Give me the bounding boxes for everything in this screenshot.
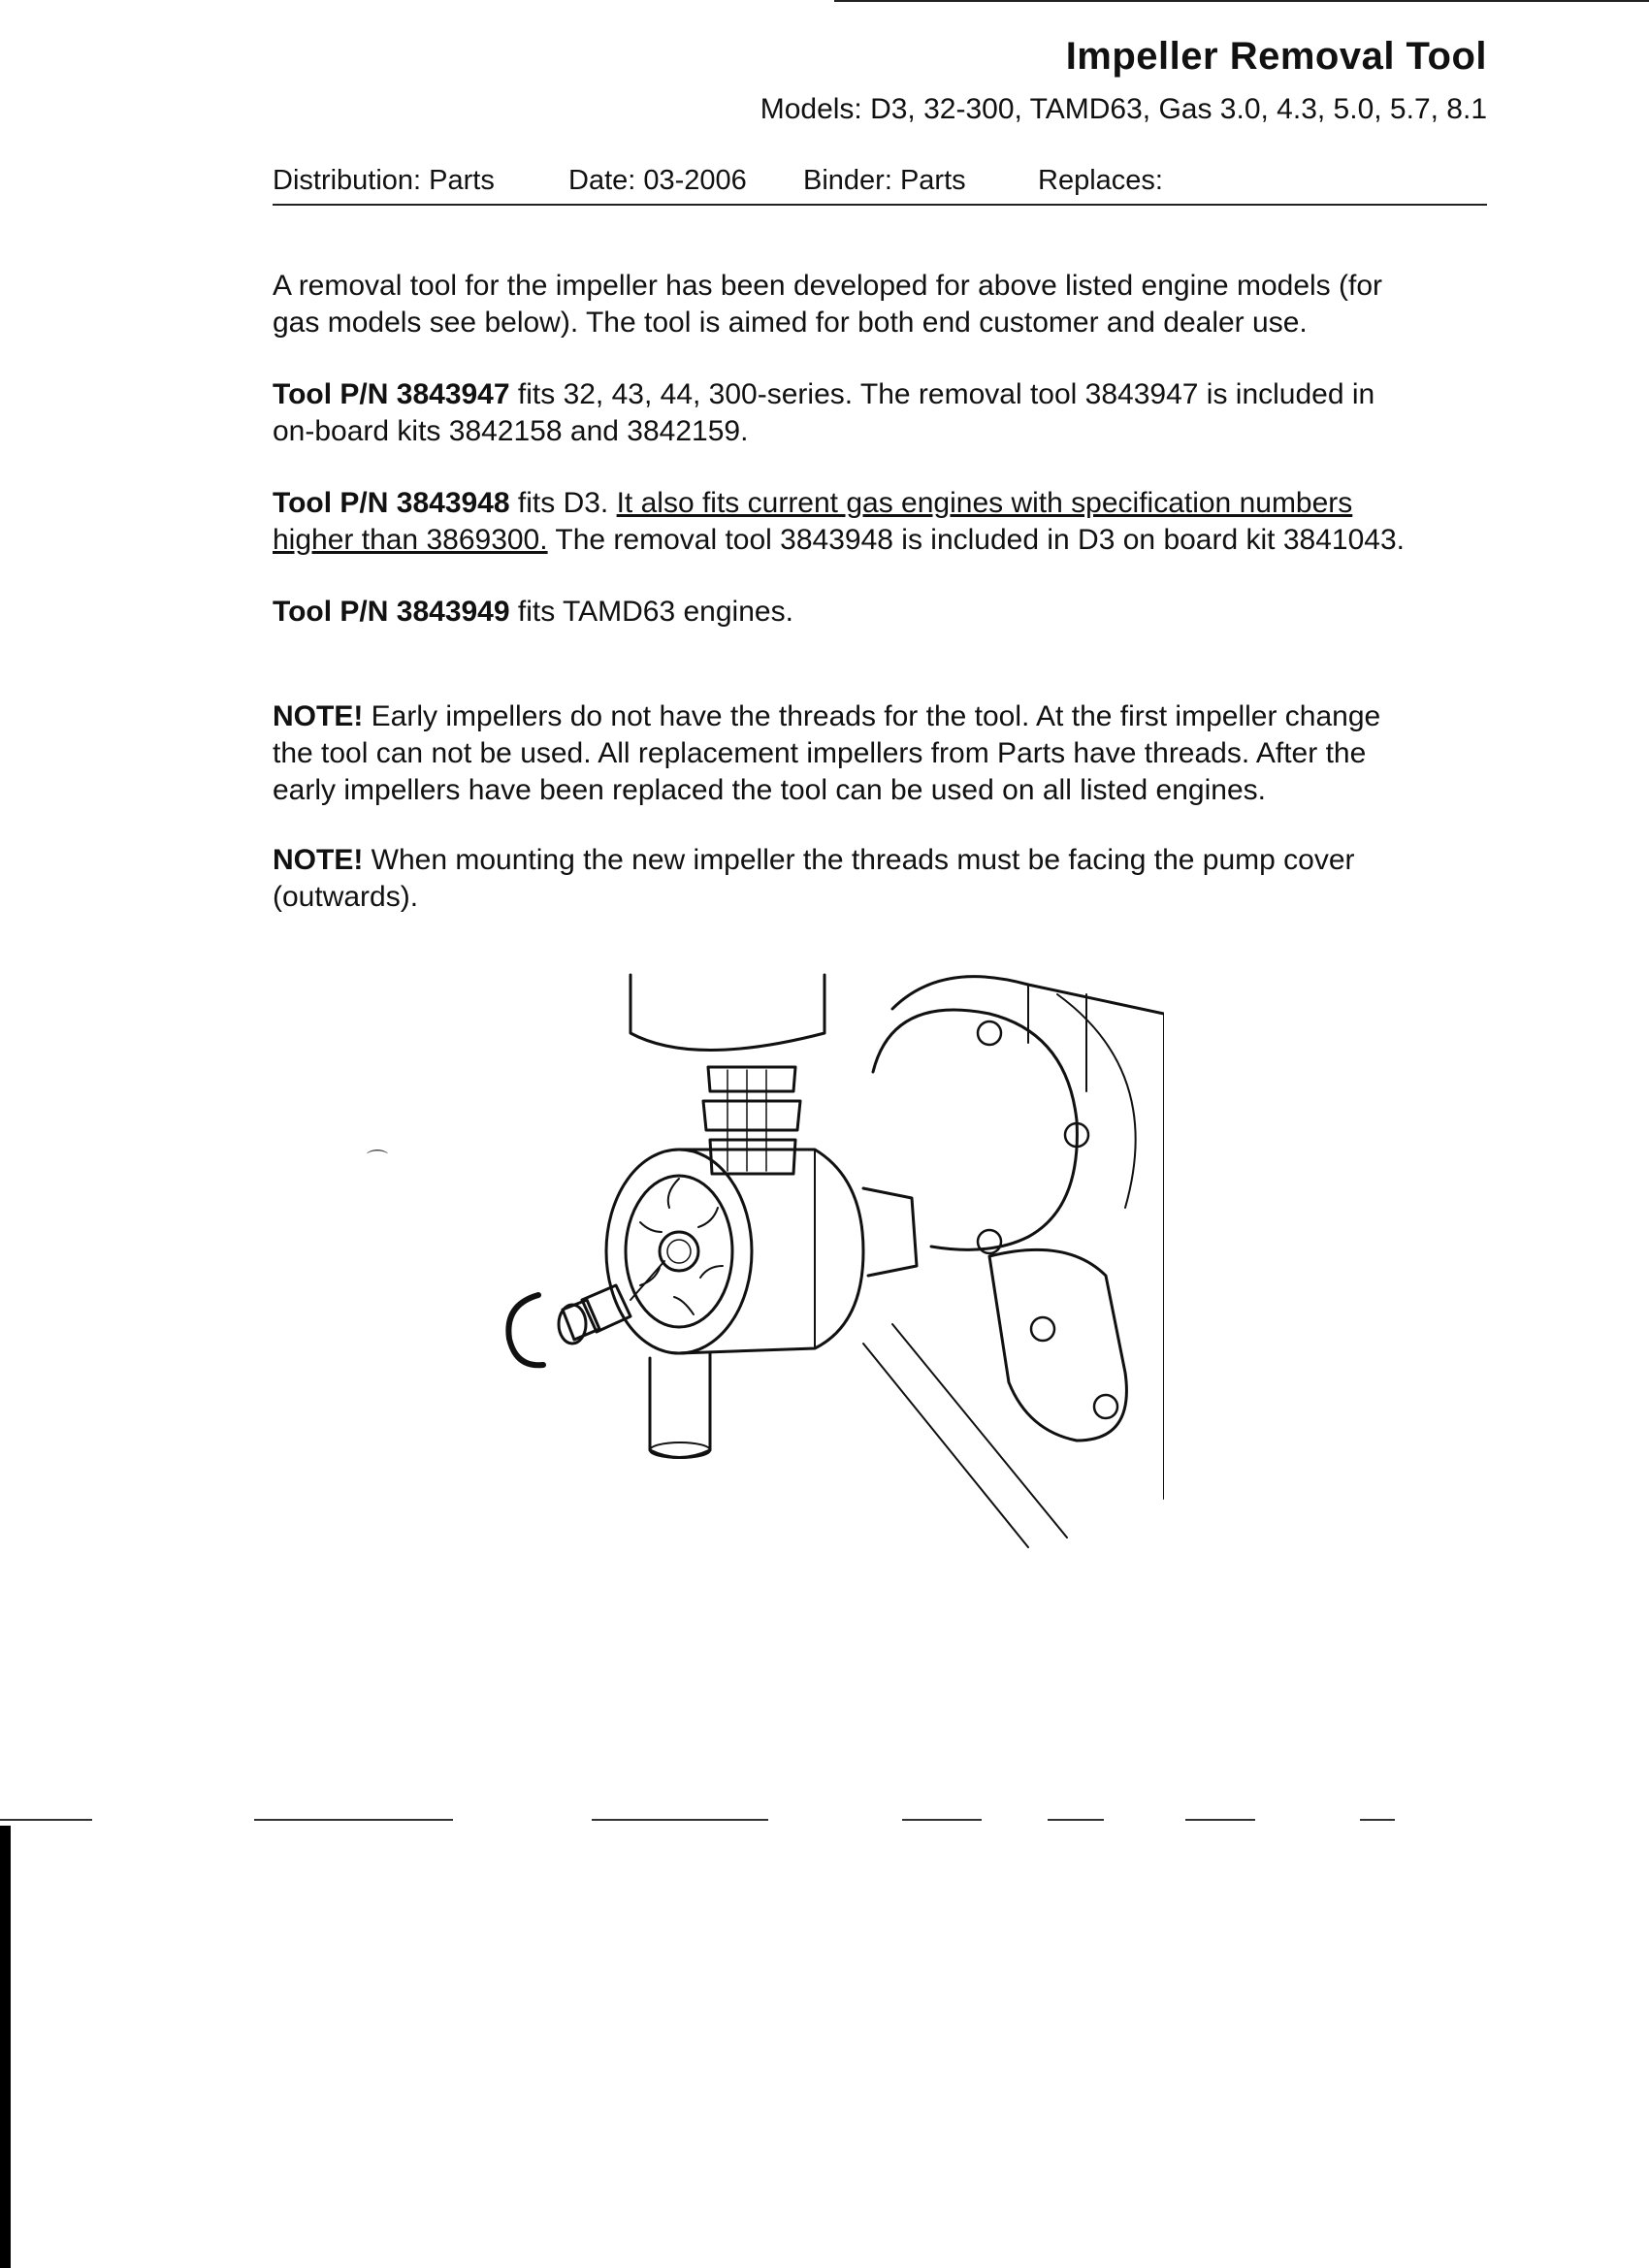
rotation-arrow-icon (508, 1295, 543, 1365)
note2-line: (outwards). (273, 881, 419, 913)
note1-line: early impellers have been replaced the tool can be used on all listed engines. (273, 774, 1266, 806)
tool1-line2: on-board kits 3842158 and 3842159. (273, 415, 749, 447)
intro-line: A removal tool for the impeller has been developed for above listed engine models (for (273, 270, 1382, 302)
hose-clamp-upper (708, 1067, 795, 1091)
tool1-label: Tool P/N 3843947 (273, 378, 510, 410)
note1-text: Early impellers do not have the threads for the tool. At the first impeller change (363, 700, 1381, 732)
tool2-text: fits D3. (509, 487, 617, 519)
removal-tool (559, 1261, 664, 1344)
date-field: Date: 03-2006 (568, 165, 747, 196)
casing-bolts (978, 1021, 1117, 1418)
tool2-line2: The removal tool 3843948 is included in D3 on board kit 3841043. (547, 524, 1405, 556)
page-title: Impeller Removal Tool (1065, 35, 1487, 78)
tool2-label: Tool P/N 3843948 (273, 487, 510, 519)
scan-edge-bar (0, 1826, 11, 2268)
distribution-field: Distribution: Parts (273, 165, 495, 196)
tool1-text: fits 32, 43, 44, 300-series. The removal tool 3843947 is included in (509, 378, 1375, 410)
intro-line: gas models see below). The tool is aimed for both end customer and dealer use. (273, 307, 1308, 339)
models-subtitle: Models: D3, 32-300, TAMD63, Gas 3.0, 4.3, 5.0, 5.7, 8.1 (760, 93, 1487, 125)
frame-rails (863, 1324, 1067, 1547)
tool2-underlined-text: It also fits current gas engines with specification numbers (616, 487, 1353, 519)
bottom-separator-rules (0, 1819, 1649, 1823)
filter-canister (630, 975, 824, 1051)
note2-text: When mounting the new impeller the threads must be facing the pump cover (363, 844, 1355, 876)
pump-shaft-coupling (863, 1188, 917, 1276)
note1-label: NOTE! (273, 700, 364, 732)
tool1-paragraph (273, 376, 1495, 450)
note2-label: NOTE! (273, 844, 364, 876)
note1-paragraph (273, 698, 1495, 809)
meta-row (273, 165, 1487, 206)
impeller-pump-illustration (485, 956, 1164, 1586)
stray-mark: ⌒ (367, 1149, 389, 1173)
pump-housing (679, 1150, 863, 1353)
impeller (626, 1176, 732, 1327)
binder-field: Binder: Parts (803, 165, 966, 196)
tool2-paragraph (273, 485, 1495, 559)
intro-paragraph (273, 268, 1495, 341)
mounting-bracket (989, 1249, 1126, 1441)
note2-paragraph (273, 842, 1495, 916)
tool3-text: fits TAMD63 engines. (509, 596, 793, 628)
pump-cover-flange (606, 1150, 752, 1353)
note1-line: the tool can not be used. All replacement impellers from Parts have threads. After the (273, 737, 1367, 769)
hose-clamp-middle (703, 1101, 800, 1130)
tool3-paragraph (273, 594, 1495, 631)
replaces-field: Replaces: (1038, 165, 1163, 196)
engine-casing-housing (873, 1010, 1077, 1249)
impeller-vanes (640, 1179, 723, 1314)
impeller-threaded-hub (660, 1232, 698, 1271)
tool3-label: Tool P/N 3843949 (273, 596, 510, 628)
tool2-underlined-text: higher than 3869300. (273, 524, 548, 556)
top-rule (834, 0, 1649, 2)
